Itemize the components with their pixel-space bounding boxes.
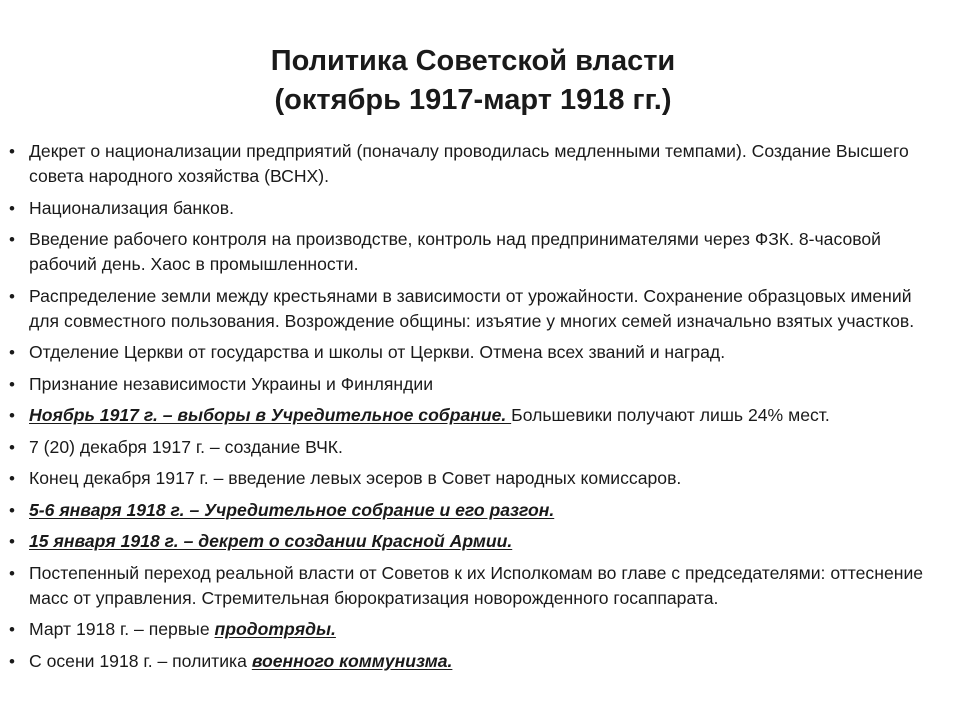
slide-title — [0, 42, 946, 120]
bullet-emphasis: военного коммунизма. — [251, 650, 453, 671]
bullet-item-banks — [8, 196, 942, 221]
bullet-item-assembly-dispersal — [8, 498, 942, 523]
bullet-text: Большевики получают лишь 24% мест. — [511, 405, 830, 425]
bullet-text: Введение рабочего контроля на производстве, контроль над предпринимателями через ФЗК. 8-часовой рабочий день. Хаос в промышленности. — [29, 229, 882, 274]
bullet-text: Постепенный переход реальной власти от Советов к их Исполкомам во главе с председателями: оттеснение масс от управления. Стремительная бюрократизация новорожденного госаппарата. — [29, 562, 924, 608]
bullet-item-left-srs — [8, 466, 942, 491]
bullet-text: Отделение Церкви от государства и школы от Церкви. Отмена всех званий и наград. — [29, 342, 726, 362]
bullet-item-independence — [8, 372, 942, 397]
bullet-text: Конец декабря 1917 г. – введение левых эсеров в Совет народных комиссаров. — [29, 468, 682, 488]
title-line-2: (октябрь 1917-март 1918 гг.) — [274, 84, 672, 116]
bullet-item-church-separation — [8, 340, 942, 365]
bullet-item-constituent-elections — [8, 403, 942, 428]
bullet-text: Март 1918 г. – первые — [29, 619, 215, 639]
bullet-item-red-army — [8, 529, 942, 554]
bullet-text: Национализация банков. — [29, 197, 235, 218]
bullet-item-nationalization-decree — [8, 139, 942, 189]
bullet-text: Декрет о национализации предприятий (поначалу проводилась медленными темпами). Создание Высшего совета народного хозяйства (ВСНХ). — [29, 141, 909, 186]
bullet-text: С осени 1918 г. – политика — [29, 650, 252, 671]
bullet-text: Признание независимости Украины и Финляндии — [29, 373, 434, 394]
bullet-emphasis: 15 января 1918 г. – декрет о создании Красной Армии. — [29, 531, 513, 551]
bullet-item-workers-control — [8, 227, 942, 277]
bullet-emphasis: Ноябрь 1917 г. – выборы в Учредительное собрание. — [29, 405, 512, 425]
bullet-list — [8, 139, 942, 680]
bullet-emphasis: 5-6 января 1918 г. – Учредительное собрание и его разгон. — [29, 499, 555, 520]
bullet-text: 7 (20) декабря 1917 г. – создание ВЧК. — [29, 436, 343, 457]
bullet-item-food-detachments — [8, 617, 942, 642]
bullet-text: Распределение земли между крестьянами в зависимости от урожайности. Сохранение образцовых имений для совместного пользования. Возрождение общины: изъятие у многих семей изначально взятых участков. — [29, 285, 915, 331]
bullet-item-cheka — [8, 435, 942, 460]
title-line-1: Политика Советской власти — [270, 45, 676, 77]
bullet-emphasis: продотряды. — [214, 619, 336, 639]
bullet-item-war-communism — [8, 649, 942, 674]
bullet-item-land-distribution — [8, 284, 942, 334]
bullet-item-power-transfer — [8, 561, 942, 611]
